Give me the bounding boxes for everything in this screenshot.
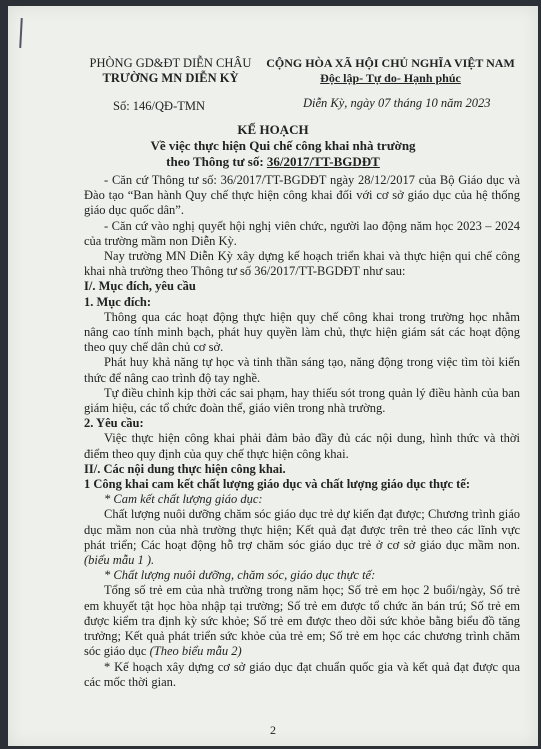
paragraph-purpose-3: Tự điều chỉnh kịp thời các sai phạm, hay thiếu sót trong quản lý điều hành của ban giám hiệu, các tổ chức đoàn thể, giáo viên trong nhà trường.	[84, 385, 520, 416]
document-title	[8, 122, 538, 170]
subheading-purpose: 1. Mục đích:	[84, 294, 152, 309]
italic-heading-commitment: * Cam kết chất lượng giáo dục:	[104, 492, 263, 507]
subheading-quality-commitment: 1 Công khai cam kết chất lượng giáo dục và chất lượng giáo dục thực tế:	[84, 477, 471, 492]
nation-name: CỘNG HÒA XÃ HỘI CHỦ NGHĨA VIỆT NAM	[266, 56, 515, 70]
paragraph-legal-basis-1: - Căn cứ Thông tư số: 36/2017/TT-BGDĐT ngày 28/12/2017 của Bộ Giáo dục và Đào tạo “Ban hành Quy chế thực hiện công khai đối với cơ sở giáo dục của hệ thống giáo dục quốc dân”.	[84, 173, 520, 218]
issuer-org: PHÒNG GD&ĐT DIỄN CHÂU	[89, 56, 252, 70]
paragraph-actual-quality	[84, 583, 520, 659]
national-header	[263, 56, 518, 86]
page-number: 2	[270, 723, 276, 737]
document-page	[8, 6, 538, 746]
title-subject: Về việc thực hiện Qui chế công khai nhà trường	[150, 138, 416, 153]
pen-mark	[19, 18, 23, 48]
form-reference-2: (Theo biểu mẫu 2)	[146, 644, 242, 659]
paragraph-purpose-2: Phát huy khả năng tự học và tinh thần sáng tạo, năng động trong việc tìm tòi kiến thức để nâng cao trình độ tay nghề.	[84, 355, 520, 385]
section-heading-1: I/. Mục đích, yêu cầu	[84, 279, 196, 294]
title-reference-prefix: theo Thông tư số:	[166, 154, 267, 169]
national-motto: Độc lập- Tự do- Hạnh phúc	[320, 71, 461, 85]
form-reference-1: (biểu mẫu 1 ).	[84, 553, 155, 568]
subheading-requirements: 2. Yêu cầu:	[84, 416, 144, 431]
paragraph-intro: Nay trường MN Diễn Kỳ xây dựng kế hoạch triển khai và thực hiện qui chế công khai nhà trường theo Thông tư số 36/2017/TT-BGDĐT như sau:	[84, 249, 520, 279]
paragraph-actual-quality-text: Tổng số trẻ em của nhà trường trong năm học; Số trẻ em học 2 buổi/ngày, Số trẻ em khuyết tật học hòa nhập tại trường; Số trẻ em được tổ chức ăn bán trú; Số trẻ em được kiểm tra định kỳ sức khỏe; Số trẻ em được theo dõi sức khỏe bằng biểu đồ tăng trưởng; Kết quả phát triển sức khỏe của trẻ em; Số trẻ em học các chương trình chăm sóc giáo dục	[84, 583, 520, 659]
document-body	[84, 173, 520, 690]
title-reference	[8, 154, 538, 170]
paragraph-requirements: Việc thực hiện công khai phải đảm bảo đầy đủ các nội dung, hình thức và thời điểm theo quy định của quy chế thực hiện công khai.	[84, 431, 520, 461]
paragraph-legal-basis-2: - Căn cứ vào nghị quyết hội nghị viên chức, người lao động năm học 2023 – 2024 của trường mầm non Diễn Kỳ.	[84, 218, 520, 248]
paragraph-commitment-text: Chất lượng nuôi dưỡng chăm sóc giáo dục trẻ dự kiến đạt được; Chương trình giáo dục mầm non của nhà trường thực hiện; Kết quả đạt được trên trẻ theo các lĩnh vực phát triển; Các hoạt động hỗ trợ chăm sóc giáo dục trẻ ở cơ sở giáo dục mầm non.	[84, 507, 520, 552]
issuer-header	[78, 56, 263, 86]
document-number: Số: 146/QĐ-TMN	[113, 99, 206, 113]
paragraph-purpose-1: Thông qua các hoạt động thực hiện quy chế công khai trong trường học nhằm nâng cao tính minh bạch, phát huy quyền làm chủ, thực hiện giám sát các hoạt động theo quy chế dân chủ cơ sở.	[84, 309, 520, 355]
title-reference-code: 36/2017/TT-BGDĐT	[266, 154, 380, 169]
paragraph-commitment	[84, 507, 520, 568]
italic-heading-actual-quality: * Chất lượng nuôi dưỡng, chăm sóc, giáo dục thực tế:	[104, 568, 376, 583]
document-date: Diễn Kỳ, ngày 07 tháng 10 năm 2023	[303, 96, 491, 110]
issuer-school: TRƯỜNG MN DIỄN KỲ	[102, 71, 239, 85]
title-main: KẾ HOẠCH	[237, 122, 309, 137]
section-heading-2: II/. Các nội dung thực hiện công khai.	[84, 461, 286, 476]
paragraph-national-standard: * Kế hoạch xây dựng cơ sở giáo dục đạt chuẩn quốc gia và kết quả đạt được qua các mốc thời gian.	[84, 659, 520, 689]
